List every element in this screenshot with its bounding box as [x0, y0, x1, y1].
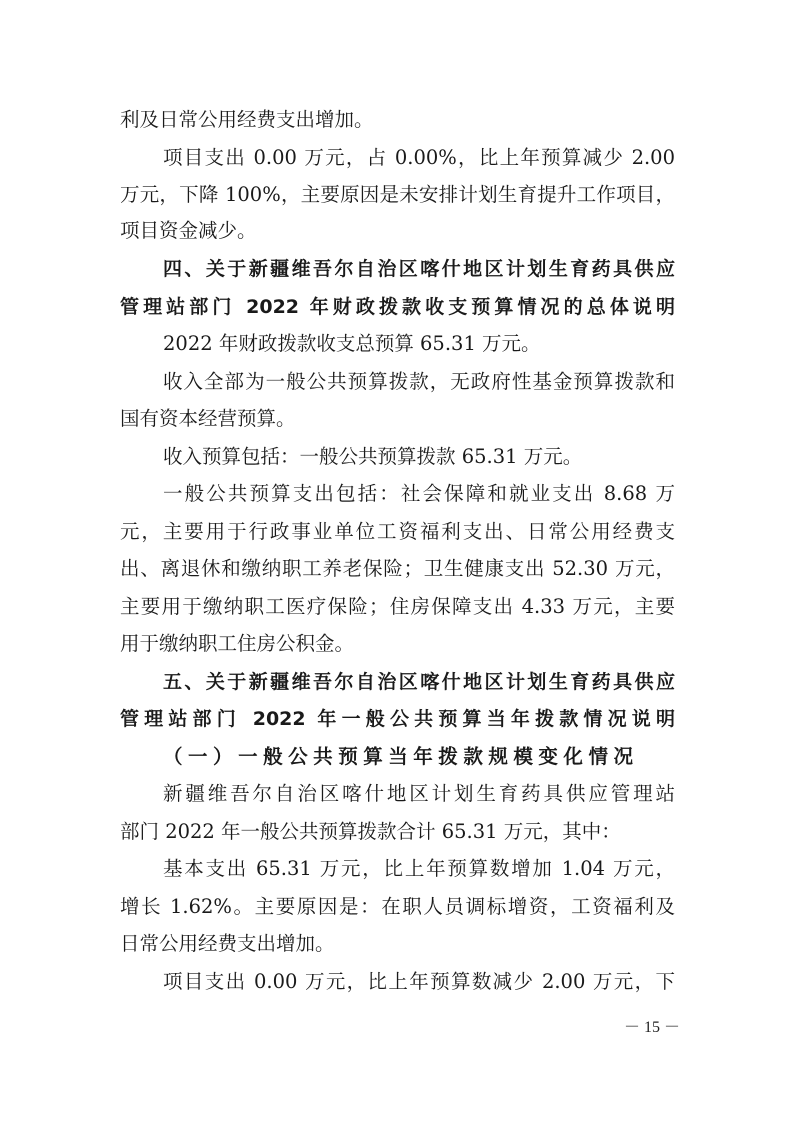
paragraph-line: 收入全部为一般公共预算拨款，无政府性基金预算拨款和: [163, 370, 675, 393]
subsection-heading: （一）一般公共预算当年拨款规模变化情况: [163, 745, 633, 768]
paragraph-line: 日常公用经费支出增加。: [120, 932, 335, 955]
page-number: － 15 －: [623, 1019, 680, 1036]
paragraph-line: 项目支出 0.00 万元，比上年预算数减少 2.00 万元，下: [163, 970, 675, 993]
paragraph-line: 2022 年财政拨款收支总预算 65.31 万元。: [163, 332, 541, 355]
paragraph-line: 项目资金减少。: [120, 219, 257, 242]
paragraph-line: 国有资本经营预算。: [120, 407, 296, 430]
paragraph-line: 出、离退休和缴纳职工养老保险；卫生健康支出 52.30 万元，: [120, 557, 675, 580]
section-heading: 四、关于新疆维吾尔自治区喀什地区计划生育药具供应: [163, 258, 675, 280]
paragraph-line: 利及日常公用经费支出增加。: [120, 108, 374, 131]
section-heading: 五、关于新疆维吾尔自治区喀什地区计划生育药具供应: [163, 671, 675, 693]
paragraph-line: 一般公共预算支出包括：社会保障和就业支出 8.68 万: [163, 482, 675, 505]
section-heading: 管理站部门 2022 年财政拨款收支预算情况的总体说明: [120, 296, 675, 318]
paragraph-line: 主要用于缴纳职工医疗保险；住房保障支出 4.33 万元，主要: [120, 595, 675, 618]
paragraph-line: 新疆维吾尔自治区喀什地区计划生育药具供应管理站: [163, 782, 675, 805]
paragraph-line: 部门 2022 年一般公共预算拨款合计 65.31 万元，其中：: [120, 820, 621, 843]
paragraph-line: 用于缴纳职工住房公积金。: [120, 632, 355, 655]
paragraph-line: 元，主要用于行政事业单位工资福利支出、日常公用经费支: [120, 520, 675, 543]
section-heading: 管理站部门 2022 年一般公共预算当年拨款情况说明: [120, 708, 675, 730]
paragraph-line: 收入预算包括：一般公共预算拨款 65.31 万元。: [163, 445, 583, 468]
paragraph-line: 项目支出 0.00 万元，占 0.00%，比上年预算减少 2.00: [163, 146, 675, 169]
paragraph-line: 基本支出 65.31 万元，比上年预算数增加 1.04 万元，: [163, 857, 675, 880]
paragraph-line: 万元，下降 100%，主要原因是未安排计划生育提升工作项目，: [120, 183, 675, 206]
paragraph-line: 增长 1.62%。主要原因是：在职人员调标增资，工资福利及: [120, 895, 675, 918]
